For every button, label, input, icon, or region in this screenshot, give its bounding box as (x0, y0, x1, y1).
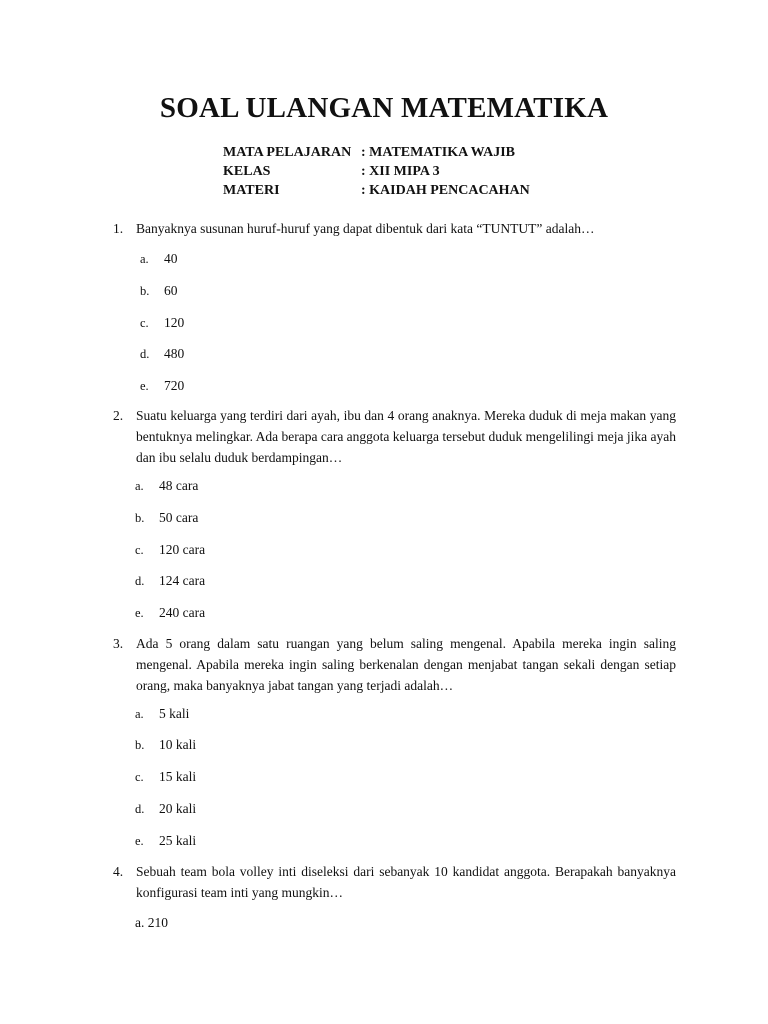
question-text: Ada 5 orang dalam satu ruangan yang belum saling mengenal. Apabila mereka ingin saling mengenal. Apabila mereka ingin saling berkenalan dengan menjabat tangan sekali dengan setiap orang, maka banyaknya jabat tangan yang terjadi adalah… (136, 636, 676, 693)
info-label: KELAS (223, 164, 271, 179)
question-text: Banyaknya susunan huruf-huruf yang dapat dibentuk dari kata “TUNTUT” adalah… (136, 221, 595, 236)
info-value: : KAIDAH PENCACAHAN (361, 183, 530, 198)
option-text: 60 (164, 283, 178, 298)
info-label: MATERI (223, 183, 280, 198)
exam-info (223, 143, 530, 200)
option-letter: c. (135, 770, 144, 784)
option-text: 720 (164, 378, 185, 393)
option-text: a. 210 (135, 915, 168, 930)
info-row-topic (223, 181, 530, 200)
option-text: 120 cara (159, 542, 206, 557)
question-number: 4. (113, 864, 124, 879)
option-text: 20 kali (159, 801, 197, 816)
option-text: 10 kali (159, 737, 197, 752)
option-letter: e. (135, 834, 144, 848)
info-value: : XII MIPA 3 (361, 164, 440, 179)
option-text: 240 cara (159, 605, 206, 620)
option-letter: a. (140, 252, 149, 266)
option-text: 124 cara (159, 573, 206, 588)
option-letter: e. (135, 606, 144, 620)
option-text: 40 (164, 251, 178, 266)
option-text: 480 (164, 346, 185, 361)
option-text: 5 kali (159, 706, 190, 721)
option-text: 48 cara (159, 478, 199, 493)
option-letter: c. (135, 543, 144, 557)
option-letter: b. (140, 284, 150, 298)
option-text: 50 cara (159, 510, 199, 525)
info-label: MATA PELAJARAN (223, 145, 352, 160)
info-value: : MATEMATIKA WAJIB (361, 145, 516, 160)
question-text: Suatu keluarga yang terdiri dari ayah, ibu dan 4 orang anaknya. Mereka duduk di meja makan yang bentuknya melingkar. Ada berapa cara anggota keluarga tersebut duduk mengelilingi meja jika ayah dan ibu selalu duduk berdampingan… (136, 408, 676, 465)
option-letter: d. (135, 802, 145, 816)
page-title: SOAL ULANGAN MATEMATIKA (159, 92, 609, 124)
option-letter: e. (140, 379, 149, 393)
option-text: 15 kali (159, 769, 197, 784)
option-letter: a. (135, 707, 144, 721)
question-number: 2. (113, 408, 124, 423)
option-4a (135, 914, 168, 932)
option-text: 120 (164, 315, 185, 330)
option-letter: d. (135, 574, 145, 588)
question-number: 1. (113, 221, 124, 236)
option-letter: a. (135, 479, 144, 493)
option-letter: c. (140, 316, 149, 330)
option-letter: b. (135, 738, 145, 752)
option-letter: b. (135, 511, 145, 525)
option-letter: d. (140, 347, 150, 361)
question-text: Sebuah team bola volley inti diseleksi dari sebanyak 10 kandidat anggota. Berapakah banyaknya konfigurasi team inti yang mungkin… (136, 864, 676, 900)
info-row-subject (223, 143, 530, 162)
info-row-class (223, 162, 530, 181)
option-text: 25 kali (159, 833, 197, 848)
question-number: 3. (113, 636, 124, 651)
